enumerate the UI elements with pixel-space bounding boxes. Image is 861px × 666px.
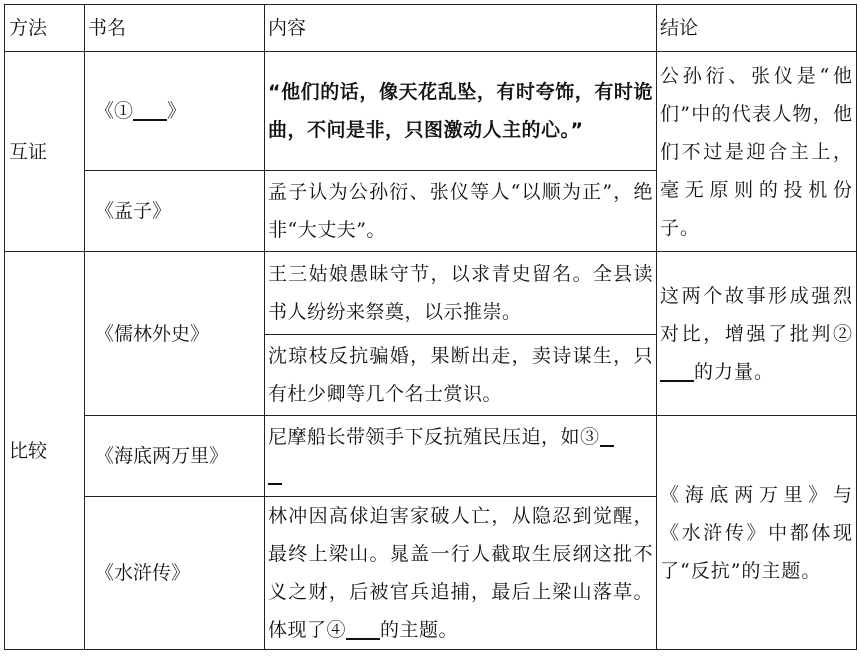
blank-2: [660, 358, 694, 382]
method-mutual: 互证: [5, 52, 85, 252]
content-quote: “他们的话，像天花乱坠，有时夸饰，有时诡曲，不问是非，只图激动人主的心。”: [265, 52, 657, 171]
conclusion-rulin: [657, 252, 857, 416]
method-compare: 比较: [5, 252, 85, 650]
header-conclusion: 结论: [657, 5, 857, 52]
content-haidi-text: 尼摩船长带领手下反抗殖民压迫，如③: [268, 426, 600, 448]
book-cell: [85, 52, 265, 171]
table-row: [5, 52, 857, 171]
content-rulin-1: 王三姑娘愚昧守节，以求青史留名。全县读书人纷纷来祭奠，以示推崇。: [265, 252, 657, 335]
book-mengzi: 《孟子》: [85, 171, 265, 252]
book-title-suffix: 》: [167, 100, 187, 122]
blank-4: [346, 616, 380, 640]
blank-3-cont: [268, 461, 282, 485]
content-mengzi: 孟子认为公孙衍、张仪等人“以顺为正”，绝非“大丈夫”。: [265, 171, 657, 252]
header-method: 方法: [5, 5, 85, 52]
conclusion-rulin-text: 这两个故事形成强烈对比，增强了批判②: [660, 284, 853, 345]
book-title-prefix: 《①: [95, 100, 134, 122]
comparison-table: [4, 4, 857, 650]
blank-1: [133, 97, 167, 121]
content-haidi: [265, 416, 657, 497]
blank-3: [600, 423, 614, 447]
content-shuihu-text: 林冲因高俅迫害家破人亡，从隐忍到觉醒，最终上梁山。晁盖一行人截取生辰纲这批不义之财，后被官兵追捕，最后上梁山落草。体现了④: [268, 505, 653, 641]
conclusion-rulin-end: 的力量。: [694, 360, 775, 383]
header-content: 内容: [265, 5, 657, 52]
content-shuihu-end: 的主题。: [380, 619, 459, 641]
book-rulin: 《儒林外史》: [85, 252, 265, 416]
header-row: [5, 5, 857, 52]
conclusion-compare: 《海底两万里》与《水浒传》中都体现了“反抗”的主题。: [657, 416, 857, 650]
book-shuihu: 《水浒传》: [85, 497, 265, 650]
conclusion-mutual: 公孙衍、张仪是“他们”中的代表人物，他们不过是迎合主上，毫无原则的投机份子。: [657, 52, 857, 252]
table-row: [5, 252, 857, 335]
content-shuihu: [265, 497, 657, 650]
book-haidi: 《海底两万里》: [85, 416, 265, 497]
content-rulin-2: 沈琼枝反抗骗婚，果断出走，卖诗谋生，只有杜少卿等几个名士赏识。: [265, 335, 657, 416]
table-row: [5, 416, 857, 497]
header-book: 书名: [85, 5, 265, 52]
